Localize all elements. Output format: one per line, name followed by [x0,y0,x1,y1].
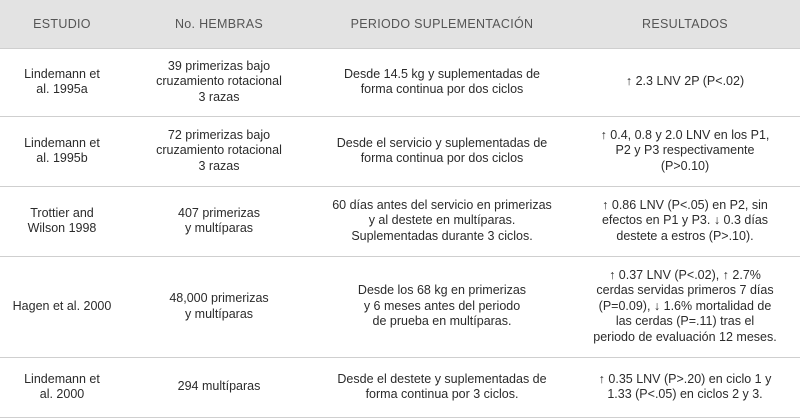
header-row [0,0,800,48]
cell-resultados: ↑ 0.37 LNV (P<.02), ↑ 2.7% cerdas servidas primeros 7 días (P=0.09), ↓ 1.6% mortalidad de las cerdas (P=.11) tras el periodo de evaluación 12 meses. [570,256,800,357]
table-row [0,116,800,186]
header-hembras: No. HEMBRAS [124,0,314,48]
cell-periodo: Desde el servicio y suplementadas de forma continua por dos ciclos [314,116,570,186]
cell-estudio: Trottier and Wilson 1998 [0,186,124,256]
cell-resultados: ↑ 0.4, 0.8 y 2.0 LNV en los P1, P2 y P3 respectivamente (P>0.10) [570,116,800,186]
cell-estudio: Lindemann et al. 1995a [0,48,124,116]
cell-hembras: 294 multíparas [124,357,314,417]
cell-hembras: 39 primerizas bajo cruzamiento rotacional 3 razas [124,48,314,116]
cell-hembras: 72 primerizas bajo cruzamiento rotacional 3 razas [124,116,314,186]
cell-resultados: ↑ 2.3 LNV 2P (P<.02) [570,48,800,116]
cell-hembras: 407 primerizas y multíparas [124,186,314,256]
cell-resultados: ↑ 0.35 LNV (P>.20) en ciclo 1 y 1.33 (P<.05) en ciclos 2 y 3. [570,357,800,417]
cell-estudio: Lindemann et al. 1995b [0,116,124,186]
table-row [0,256,800,357]
cell-estudio: Lindemann et al. 2000 [0,357,124,417]
cell-periodo: Desde 14.5 kg y suplementadas de forma continua por dos ciclos [314,48,570,116]
cell-estudio: Hagen et al. 2000 [0,256,124,357]
cell-periodo: 60 días antes del servicio en primerizas y al destete en multíparas. Suplementadas durante 3 ciclos. [314,186,570,256]
table-row [0,186,800,256]
cell-hembras: 48,000 primerizas y multíparas [124,256,314,357]
cell-periodo: Desde los 68 kg en primerizas y 6 meses antes del periodo de prueba en multíparas. [314,256,570,357]
table-header [0,0,800,48]
table-body [0,48,800,417]
header-estudio: ESTUDIO [0,0,124,48]
table-row [0,357,800,417]
header-periodo: PERIODO SUPLEMENTACIÓN [314,0,570,48]
cell-resultados: ↑ 0.86 LNV (P<.05) en P2, sin efectos en P1 y P3. ↓ 0.3 días destete a estros (P>.10). [570,186,800,256]
header-resultados: RESULTADOS [570,0,800,48]
cell-periodo: Desde el destete y suplementadas de forma continua por 3 ciclos. [314,357,570,417]
table-row [0,48,800,116]
